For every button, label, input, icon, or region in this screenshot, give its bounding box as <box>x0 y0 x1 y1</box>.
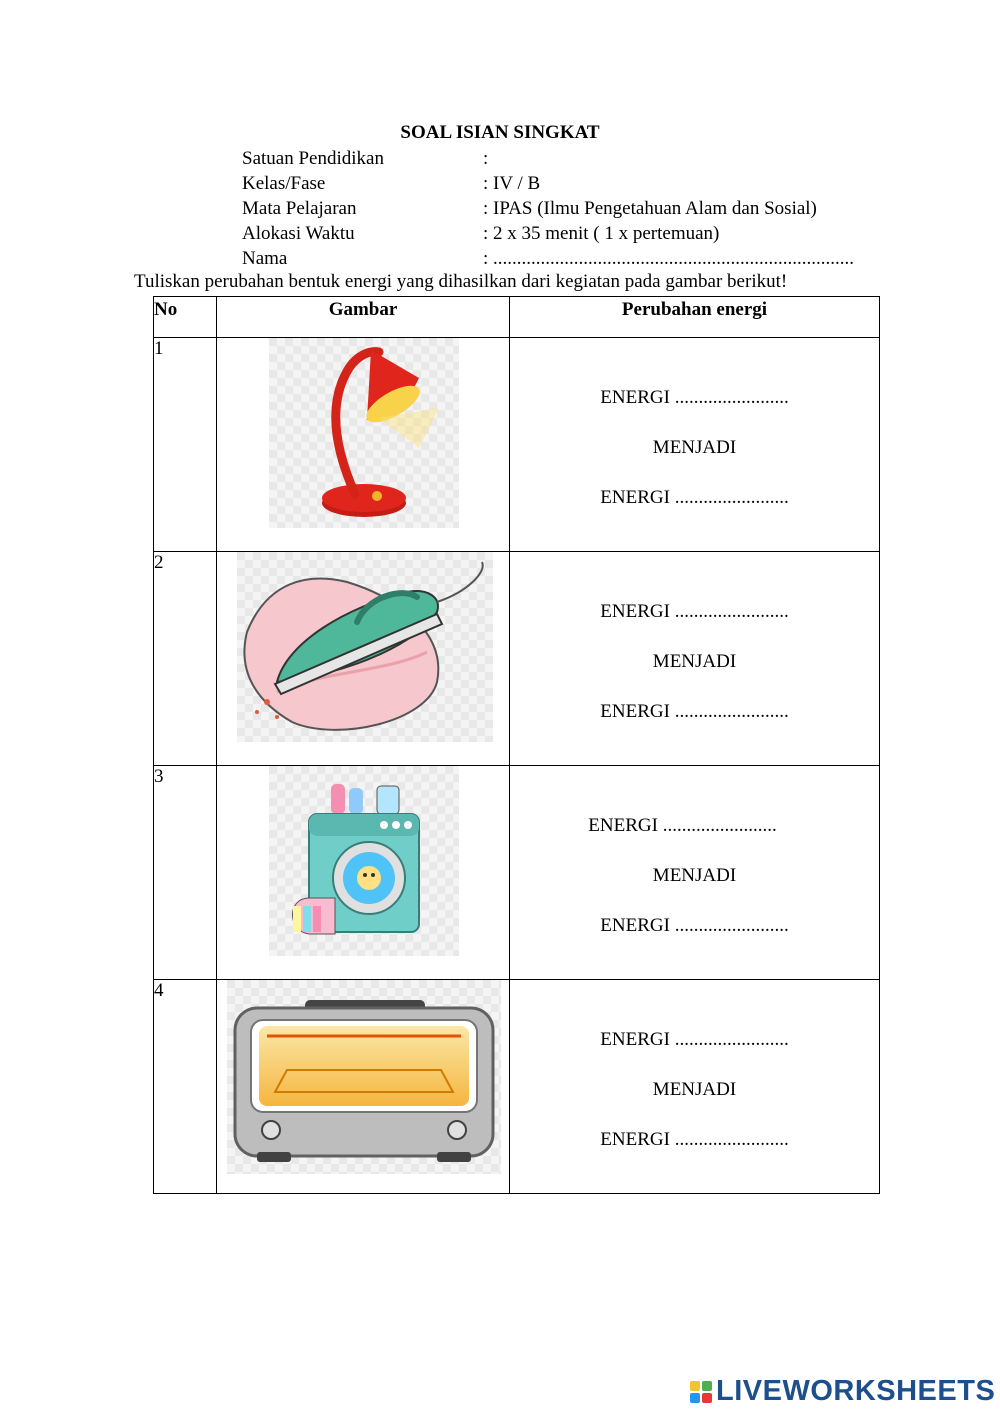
energy-cell <box>510 980 880 1194</box>
energy-from-input[interactable]: ENERGI ........................ <box>600 1029 789 1050</box>
row-number: 3 <box>154 766 217 980</box>
name-input[interactable]: : ............................................................................ <box>483 248 855 269</box>
table-header-row <box>154 297 880 338</box>
field-value: : IV / B <box>483 173 541 194</box>
energy-from-input[interactable]: ENERGI ........................ <box>588 815 777 836</box>
liveworksheets-logo <box>690 1375 995 1408</box>
energy-cell <box>510 552 880 766</box>
instruction: Tuliskan perubahan bentuk energi yang dihasilkan dari kegiatan pada gambar berikut! <box>134 271 788 292</box>
toaster-oven-icon <box>227 980 501 1174</box>
image-cell <box>217 552 510 766</box>
energy-from-input[interactable]: ENERGI ........................ <box>600 387 789 408</box>
field-label: Nama <box>242 248 288 269</box>
logo-grid-icon <box>690 1381 712 1403</box>
worksheet-title: SOAL ISIAN SINGKAT <box>400 122 600 143</box>
image-cell <box>217 338 510 552</box>
header-perubahan: Perubahan energi <box>510 297 880 338</box>
menjadi-label: MENJADI <box>652 651 737 672</box>
field-label: Mata Pelajaran <box>242 198 357 219</box>
energy-table <box>153 296 880 1194</box>
logo-text: LIVEWORKSHEETS <box>716 1375 996 1407</box>
electric-iron-icon <box>237 552 493 742</box>
table-row <box>154 980 880 1194</box>
desk-lamp-icon <box>269 338 459 528</box>
energy-cell <box>510 766 880 980</box>
field-value: : <box>483 148 489 169</box>
header-gambar: Gambar <box>217 297 510 338</box>
menjadi-label: MENJADI <box>652 865 737 886</box>
menjadi-label: MENJADI <box>652 437 737 458</box>
field-label: Kelas/Fase <box>242 173 326 194</box>
energy-from-input[interactable]: ENERGI ........................ <box>600 601 789 622</box>
energy-to-input[interactable]: ENERGI ........................ <box>600 915 789 936</box>
energy-cell <box>510 338 880 552</box>
row-number: 4 <box>154 980 217 1194</box>
energy-to-input[interactable]: ENERGI ........................ <box>600 701 789 722</box>
row-number: 1 <box>154 338 217 552</box>
table-row <box>154 552 880 766</box>
energy-to-input[interactable]: ENERGI ........................ <box>600 1129 789 1150</box>
field-label: Satuan Pendidikan <box>242 148 384 169</box>
row-number: 2 <box>154 552 217 766</box>
energy-to-input[interactable]: ENERGI ........................ <box>600 487 789 508</box>
washing-machine-icon <box>269 766 459 956</box>
field-value: : 2 x 35 menit ( 1 x pertemuan) <box>483 223 720 244</box>
field-label: Alokasi Waktu <box>242 223 355 244</box>
table-row <box>154 338 880 552</box>
image-cell <box>217 980 510 1194</box>
field-value: : IPAS (Ilmu Pengetahuan Alam dan Sosial) <box>483 198 817 219</box>
header-no: No <box>154 297 217 338</box>
menjadi-label: MENJADI <box>652 1079 737 1100</box>
table-row <box>154 766 880 980</box>
image-cell <box>217 766 510 980</box>
